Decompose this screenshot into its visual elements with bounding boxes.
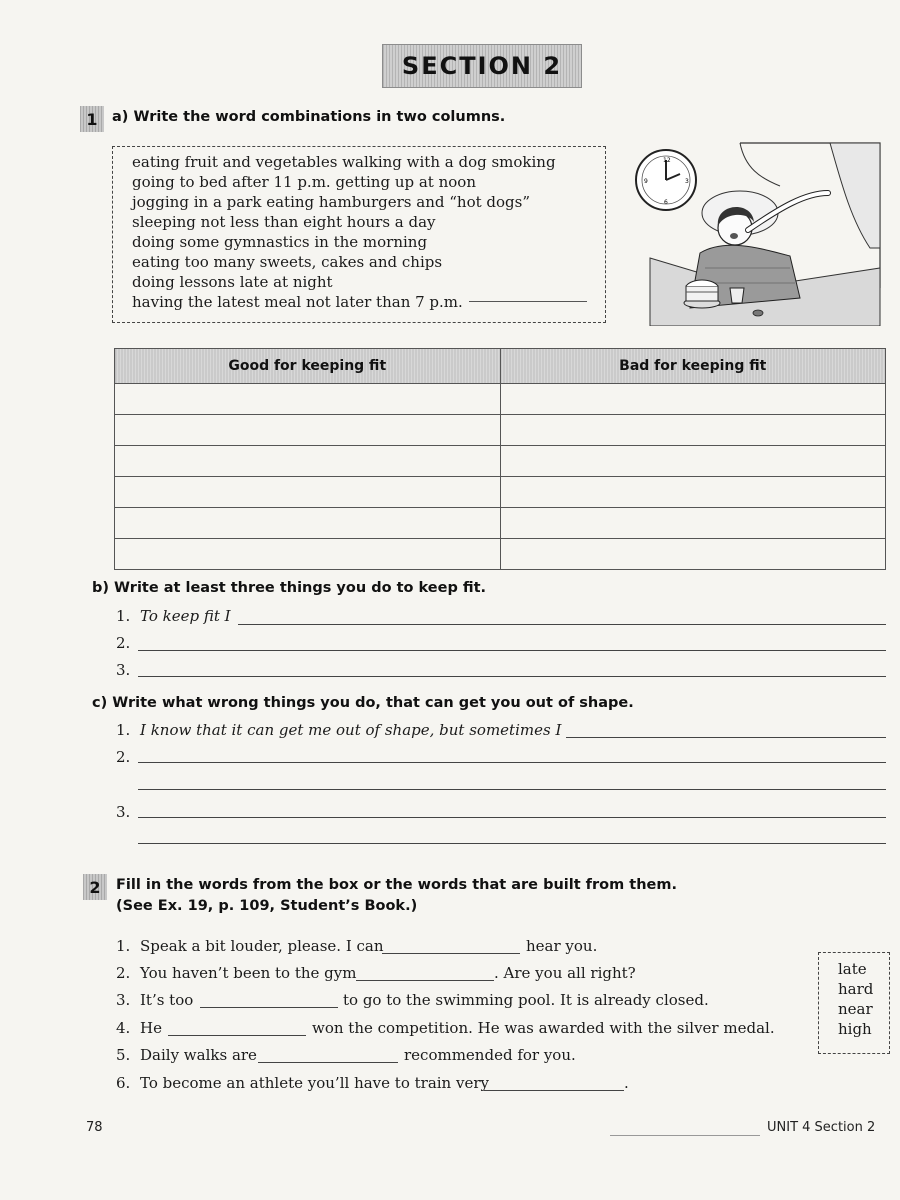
answer-line-b1[interactable] <box>238 624 886 625</box>
answer-line-c2a[interactable] <box>138 762 886 763</box>
table-row <box>115 446 886 477</box>
sentence-2-number: 2. <box>116 964 131 982</box>
answer-line-c3a[interactable] <box>138 817 886 818</box>
table-row <box>115 477 886 508</box>
sentence-4-before: He <box>140 1019 162 1037</box>
table-cell-bad[interactable] <box>500 477 886 508</box>
c-item-1-prompt <box>140 721 561 739</box>
b-item-2-number: 2. <box>116 634 131 652</box>
svg-text:12: 12 <box>663 157 671 164</box>
sentence-5-number: 5. <box>116 1046 131 1064</box>
svg-text:6: 6 <box>664 199 668 206</box>
box-word-late: late <box>838 960 867 978</box>
sentence-5-after: recommended for you. <box>404 1046 576 1064</box>
b-item-3-number: 3. <box>116 661 131 679</box>
girl-waking-illustration <box>630 138 884 326</box>
exercise-1-number: 1 <box>80 106 104 132</box>
table-row <box>115 508 886 539</box>
blank-5[interactable] <box>258 1062 398 1063</box>
sentence-3-number: 3. <box>116 991 131 1009</box>
sentence-4-after: won the competition. He was awarded with the silver medal. <box>312 1019 775 1037</box>
table-cell-bad[interactable] <box>500 415 886 446</box>
page-number: 78 <box>86 1120 103 1135</box>
table-row <box>115 539 886 570</box>
box-line-1: eating fruit and vegetables walking with a dog smoking <box>132 153 556 171</box>
blank-4[interactable] <box>168 1035 306 1036</box>
answer-line-c3b[interactable] <box>138 843 886 844</box>
b-item-1-prompt <box>140 607 231 625</box>
section-title-box <box>382 44 582 88</box>
sentence-1-before: Speak a bit louder, please. I can <box>140 937 384 955</box>
box-line-6: eating too many sweets, cakes and chips <box>132 253 443 271</box>
box-line-2: going to bed after 11 p.m. getting up at noon <box>132 173 476 191</box>
table-cell-bad[interactable] <box>500 539 886 570</box>
c-item-2-number: 2. <box>116 748 131 766</box>
table-cell-good[interactable] <box>115 508 501 539</box>
good-column-header: Good for keeping fit <box>115 349 501 384</box>
sentence-1-number: 1. <box>116 937 131 955</box>
sentence-3-before: It’s too <box>140 991 194 1009</box>
answer-line-b3[interactable] <box>138 676 886 677</box>
c-item-3-number: 3. <box>116 803 131 821</box>
b-item-1-number: 1. <box>116 607 131 625</box>
section-title: SECTION 2 <box>401 52 563 80</box>
svg-text:3: 3 <box>685 178 689 185</box>
box-word-near: near <box>838 1000 873 1018</box>
c-item-1-number: 1. <box>116 721 131 739</box>
sentence-5-before: Daily walks are <box>140 1046 257 1064</box>
exercise-1c-heading: c) Write what wrong things you do, that can get you out of shape. <box>92 695 634 711</box>
sentence-6-before: To become an athlete you’ll have to train very <box>140 1074 489 1092</box>
table-cell-bad[interactable] <box>500 508 886 539</box>
sentence-2-before: You haven’t been to the gym <box>140 964 357 982</box>
exercise-1b-heading: b) Write at least three things you do to keep fit. <box>92 580 487 596</box>
box-line-4: sleeping not less than eight hours a day <box>132 213 436 231</box>
table-cell-good[interactable] <box>115 415 501 446</box>
blank-1[interactable] <box>382 953 520 954</box>
table-row <box>115 415 886 446</box>
table-cell-good[interactable] <box>115 384 501 415</box>
c-item-1-text: I know that it can get me out of shape, but sometimes I <box>140 721 562 739</box>
keeping-fit-table <box>114 348 886 570</box>
unit-label: UNIT 4 Section 2 <box>767 1120 876 1135</box>
exercise-2-heading-line2: (See Ex. 19, p. 109, Student’s Book.) <box>116 898 418 914</box>
answer-line-c2b[interactable] <box>138 789 886 790</box>
answer-line-c1[interactable] <box>566 737 886 738</box>
table-cell-good[interactable] <box>115 477 501 508</box>
svg-text:9: 9 <box>644 178 648 185</box>
exercise-2-number: 2 <box>83 874 107 900</box>
b-item-1-text: To keep fit I <box>140 607 231 625</box>
sentence-3-after: to go to the swimming pool. It is already closed. <box>343 991 709 1009</box>
bad-column-header: Bad for keeping fit <box>500 349 886 384</box>
box-word-hard: hard <box>838 980 874 998</box>
clock-icon <box>636 150 696 210</box>
table-cell-bad[interactable] <box>500 384 886 415</box>
box-line-7: doing lessons late at night <box>132 273 333 291</box>
box-line-5: doing some gymnastics in the morning <box>132 233 428 251</box>
sentence-1-after: hear you. <box>526 937 598 955</box>
table-cell-bad[interactable] <box>500 446 886 477</box>
sentence-6-after: . <box>624 1074 629 1092</box>
exercise-1a-heading: a) Write the word combinations in two columns. <box>112 109 506 125</box>
table-cell-good[interactable] <box>115 539 501 570</box>
cake-icon <box>684 280 720 308</box>
blank-6[interactable] <box>484 1090 624 1091</box>
sentence-6-number: 6. <box>116 1074 131 1092</box>
box-word-high: high <box>838 1020 872 1038</box>
sentence-4-number: 4. <box>116 1019 131 1037</box>
exercise-2-heading-line1: Fill in the words from the box or the words that are built from them. <box>116 877 677 893</box>
blank-2[interactable] <box>356 980 494 981</box>
box-line-8: having the latest meal not later than 7 p.m. <box>132 293 463 311</box>
box-line-underscore <box>469 301 587 302</box>
table-cell-good[interactable] <box>115 446 501 477</box>
table-row <box>115 384 886 415</box>
answer-line-b2[interactable] <box>138 650 886 651</box>
blank-3[interactable] <box>200 1007 338 1008</box>
box-line-3: jogging in a park eating hamburgers and “hot dogs” <box>132 193 531 211</box>
sentence-2-after: . Are you all right? <box>494 964 636 982</box>
footer-divider <box>610 1135 760 1136</box>
